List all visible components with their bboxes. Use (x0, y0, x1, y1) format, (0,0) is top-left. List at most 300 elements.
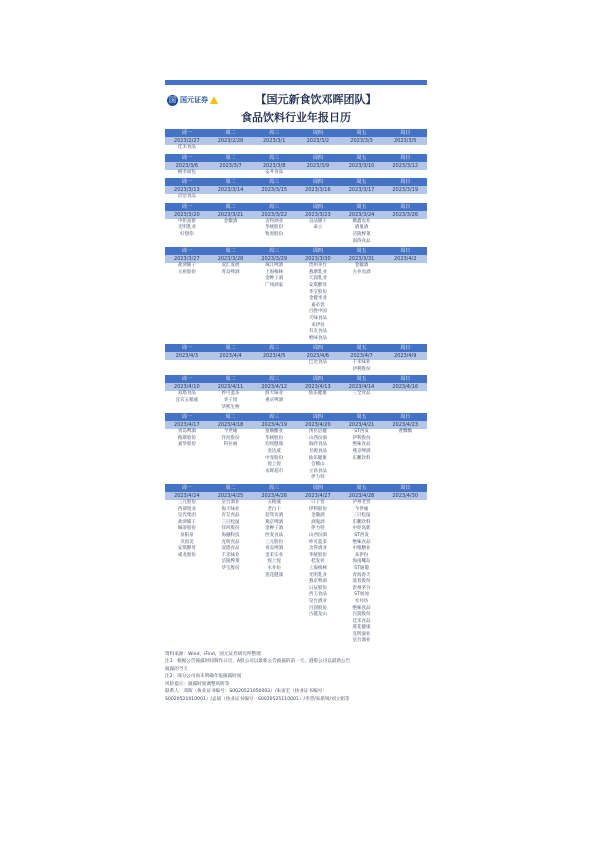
weekday-label: 周四 (312, 345, 323, 352)
weekday-label: 周一 (181, 203, 192, 210)
company-name: 甘源食品 (308, 449, 327, 455)
company-row (165, 194, 427, 201)
date-row (165, 162, 427, 170)
company-name: 老白干 (267, 506, 281, 512)
company-name: 金禾实业 (265, 552, 284, 558)
company-name: 洋河股份 (221, 526, 240, 532)
weekday-label: 周五 (356, 248, 367, 255)
company-name: 李子园 (223, 398, 238, 404)
company-name: 伊利股份 (308, 506, 327, 512)
company-name: 宜宾五粮液 (175, 398, 199, 404)
company-name: 立高食品 (308, 468, 327, 474)
company-name: 天味食品 (308, 315, 327, 321)
company-name: 有友食品 (308, 329, 327, 335)
date-row (165, 137, 427, 145)
day-company-list (340, 360, 384, 373)
day-company-list (165, 170, 209, 177)
weekday-label: 周日 (400, 130, 411, 136)
day-company-list (340, 500, 384, 645)
day-company-list (209, 219, 253, 245)
date-cell: 2023/4/21 (348, 422, 375, 429)
weekday-label: 周三 (269, 376, 280, 383)
date-cell: 2023/4/2 (393, 256, 417, 263)
date-cell: 2023/3/17 (348, 187, 375, 194)
company-name: 海天味业 (265, 391, 284, 397)
weekday-label: 周日 (400, 376, 411, 383)
weekday-header-row (165, 484, 427, 492)
weekday-label: 周一 (181, 154, 192, 161)
weekday-label: 周五 (356, 130, 367, 136)
company-name: 泰立 (313, 225, 323, 231)
date-row (165, 255, 427, 263)
company-name: 上海梅林 (308, 565, 327, 571)
footnote-line: 资料来源：Wind，iFind，国元证券研究所整理 (165, 652, 261, 658)
company-name: 重庆啤酒 (265, 398, 284, 404)
weekday-label: 周四 (312, 376, 323, 383)
day-company-list (383, 391, 427, 411)
company-name: 百润股份 (352, 612, 371, 618)
company-name: 香飘飘 (398, 429, 412, 435)
footnote-line: 注1：根据公告披露时间制作日历，A股公司以最新公告披露的前一天、港股公司以最新公告 (165, 659, 351, 665)
weekday-label: 周五 (356, 485, 367, 491)
footnote-line: S0020521010001）/孟斌（执业证书编号：S0020521110001）/李晋/朱新锐/刘立娟等 (165, 696, 350, 702)
company-name: 均瑶健康 (265, 442, 284, 448)
day-company-list (209, 263, 253, 342)
date-cell: 2023/4/26 (261, 493, 287, 499)
company-name: ST通葡 (354, 565, 369, 571)
company-name: 舍得酒业 (265, 218, 284, 224)
date-cell: 2023/4/28 (348, 493, 375, 499)
date-cell: 2023/2/28 (217, 138, 244, 144)
day-company-list (165, 194, 209, 201)
date-cell: 2023/3/1 (262, 138, 286, 144)
date-cell: 2023/3/5 (393, 138, 417, 144)
company-name: 千禾味业 (221, 552, 240, 558)
date-cell: 2023/3/2 (306, 138, 330, 144)
date-cell: 2023/3/3 (350, 138, 373, 144)
company-name: 路斯股份 (177, 435, 196, 441)
company-name: 华宝股份 (221, 565, 240, 571)
day-company-list (252, 170, 296, 177)
date-cell: 2023/3/8 (262, 162, 286, 169)
day-company-list (209, 429, 253, 482)
company-name: 东鹏饮料 (352, 519, 371, 525)
company-name: 酒鬼酒 (311, 519, 325, 525)
weekday-label: 周四 (312, 203, 323, 210)
date-cell: 2023/3/30 (305, 256, 331, 263)
company-name: 山西汾酒 (308, 532, 327, 538)
company-name: 贵州茅台 (352, 585, 371, 591)
date-cell: 2023/4/16 (392, 384, 419, 391)
day-company-list (165, 360, 209, 373)
day-company-list (165, 391, 209, 411)
weekday-label: 周三 (269, 345, 280, 352)
day-company-list (209, 194, 253, 201)
weekday-label: 周日 (400, 154, 411, 161)
company-name: 酒鬼酒 (354, 225, 369, 231)
company-name: 佳禾食品 (352, 618, 371, 624)
day-company-list (252, 145, 296, 152)
page-subtitle: 食品饮料行业年报日历 (241, 111, 351, 124)
calendar-sheet (165, 80, 427, 703)
day-company-list (340, 219, 384, 245)
week-block (165, 203, 427, 245)
weekday-label: 周五 (356, 203, 367, 210)
company-name: 中炬高新 (177, 218, 196, 224)
date-cell: 2023/4/14 (348, 384, 375, 391)
day-company-list (296, 145, 340, 152)
company-name: 桃李面包 (177, 169, 196, 175)
weekday-header-row (165, 154, 427, 162)
company-name: 桂发祥 (311, 559, 325, 565)
company-name: 贝因美 (180, 539, 194, 545)
weekday-label: 周二 (225, 203, 236, 210)
company-name: 青岛啤酒 (177, 429, 196, 435)
company-name: 顺鑫农业 (352, 218, 371, 224)
day-company-list (209, 170, 253, 177)
company-name: 古井贡酒 (352, 269, 371, 275)
company-name: 盐津铺子 (177, 519, 196, 525)
date-cell: 2023/3/23 (305, 211, 331, 218)
company-name: 今世缘 (354, 506, 369, 512)
company-name: 伊力特 (311, 475, 325, 481)
weekday-label: 周三 (269, 154, 280, 161)
company-name: 三只松鼠 (352, 513, 371, 519)
company-name: 伊利股份 (352, 366, 371, 372)
company-name: 华统股份 (265, 225, 284, 231)
day-company-list (252, 360, 296, 373)
weekday-label: 周四 (312, 130, 323, 136)
company-row (165, 360, 427, 373)
company-name: 双汇发展 (221, 263, 240, 269)
day-company-list (383, 170, 427, 177)
date-cell: 2023/3/15 (261, 187, 287, 194)
company-name: 燕京啤酒 (352, 449, 371, 455)
company-name: 青海春天 (352, 572, 371, 578)
date-cell: 2023/4/25 (217, 493, 244, 499)
company-name: 日辰股份 (308, 585, 327, 591)
company-name: 妙可蓝多 (308, 539, 327, 545)
company-name: 良品铺子 (308, 218, 327, 224)
weekday-label: 周二 (225, 485, 236, 491)
weekday-label: 周三 (269, 414, 280, 421)
day-company-list (340, 429, 384, 482)
day-company-list (252, 429, 296, 482)
date-row (165, 421, 427, 429)
week-block (165, 178, 427, 201)
date-cell: 2023/4/23 (392, 422, 419, 429)
weekday-label: 周日 (400, 179, 411, 186)
company-name: 元祖股份 (177, 269, 196, 275)
day-company-list (296, 194, 340, 201)
footnote-line: 联系人：邓晖（执业证书编号：S0020521050002）/朱寅宏（执业证书编号： (165, 689, 327, 695)
page-title: 【国元新食饮邓晖团队】 (255, 93, 377, 106)
company-row (165, 500, 427, 645)
company-name: 金种子酒 (265, 276, 284, 282)
company-name: 中粮糖业 (352, 546, 371, 552)
company-name: 三只松鼠 (221, 519, 240, 525)
weekday-label: 周日 (400, 248, 411, 255)
company-name: 泸州老窖 (352, 500, 371, 505)
day-company-list (165, 429, 209, 482)
date-cell: 2023/3/26 (392, 211, 419, 218)
company-name: 海融科技 (221, 532, 240, 538)
company-name: 贵州茅台 (308, 263, 327, 269)
weekday-label: 周二 (225, 345, 236, 352)
date-cell: 2023/3/13 (174, 187, 200, 194)
day-company-list (296, 360, 340, 373)
weekday-header-row (165, 375, 427, 383)
company-name: 煌上煌 (267, 559, 281, 565)
company-name: 佩蒂股份 (177, 526, 196, 532)
weekday-label: 周二 (225, 130, 236, 136)
day-company-list (252, 391, 296, 411)
day-company-list (165, 145, 209, 152)
weekday-label: 周三 (269, 130, 280, 136)
company-name: 爱普股份 (352, 579, 371, 585)
company-name: 有友食品 (221, 513, 240, 519)
date-cell: 2023/3/21 (217, 211, 244, 218)
company-name: 东鹏饮料 (352, 455, 371, 461)
weekday-label: 周三 (269, 203, 280, 210)
weekday-label: 周三 (269, 248, 280, 255)
company-name: 海天味业 (221, 506, 240, 512)
day-company-list (296, 429, 340, 482)
weekday-label: 周二 (225, 154, 236, 161)
company-name: 盐津铺子 (177, 263, 196, 269)
company-name: 金达威 (267, 449, 281, 455)
company-name: 迎驾贡酒 (265, 513, 284, 519)
date-cell: 2023/3/22 (261, 211, 287, 218)
company-name: 金徽酒 (354, 263, 369, 269)
week-block (165, 344, 427, 373)
calendar-weeks (165, 129, 427, 645)
day-company-list (383, 360, 427, 373)
day-company-list (296, 263, 340, 342)
weekday-label: 周一 (181, 248, 192, 255)
company-name: 巴比食品 (308, 360, 327, 366)
date-cell: 2023/4/4 (219, 353, 242, 360)
date-cell: 2023/3/28 (217, 256, 244, 263)
company-name: 百润股份 (308, 605, 327, 611)
company-name: 绝味食品 (308, 335, 327, 341)
date-cell: 2023/3/24 (348, 211, 375, 218)
company-name: 金徽酒 (223, 218, 238, 224)
company-name: 燕京啤酒 (308, 579, 327, 585)
logo-emblem-icon: 国 (169, 95, 176, 104)
company-row (165, 263, 427, 342)
weekday-header-row (165, 203, 427, 211)
day-company-list (209, 360, 253, 373)
company-name: 涪陵榨菜 (352, 231, 371, 237)
company-name: 来伊份 (311, 322, 325, 328)
company-name: 水井坊 (267, 565, 281, 571)
company-name: ST西发 (354, 532, 369, 538)
week-block (165, 154, 427, 177)
weekday-label: 周一 (181, 345, 192, 352)
date-cell: 2023/4/7 (350, 353, 373, 360)
company-name: 海欣食品 (308, 442, 327, 448)
week-block (165, 247, 427, 342)
day-company-list (340, 194, 384, 201)
date-cell: 2023/4/10 (174, 384, 200, 391)
weekday-label: 周二 (225, 248, 236, 255)
company-name: 妙可蓝多 (221, 391, 240, 397)
company-name: 会稽山 (311, 462, 325, 468)
date-cell: 2023/4/19 (261, 422, 287, 429)
company-name: 青岛啤酒 (265, 546, 284, 552)
company-name: 百胜中国 (308, 309, 327, 315)
day-company-list (252, 219, 296, 245)
company-name: 华熙生物 (221, 404, 240, 410)
company-name: 洽洽食品 (177, 194, 196, 200)
company-name: 克明面业 (352, 631, 371, 637)
day-company-list (383, 429, 427, 482)
date-row (165, 492, 427, 500)
date-cell: 2023/3/9 (306, 162, 330, 169)
footnote-line: 披露的当天 (165, 666, 188, 672)
day-company-list (252, 500, 296, 645)
date-cell: 2023/3/27 (174, 256, 200, 263)
company-name: 洋河股份 (221, 435, 240, 441)
date-row (165, 352, 427, 360)
company-name: 光明乳业 (177, 225, 196, 231)
week-block (165, 413, 427, 482)
weekday-label: 周五 (356, 376, 367, 383)
week-block (165, 484, 427, 645)
weekday-label: 周日 (400, 414, 411, 421)
company-name: 煌上煌 (267, 462, 281, 468)
company-name: 海南椰岛 (352, 559, 371, 565)
day-company-list (383, 500, 427, 645)
company-name: 伊力特 (311, 526, 325, 532)
company-name: 嘉华股份 (177, 442, 196, 448)
weekday-label: 周日 (400, 203, 411, 210)
company-name: 莲花健康 (265, 572, 284, 578)
company-name: 仙乐健康 (308, 455, 327, 461)
company-name: 中炬高新 (352, 526, 371, 532)
weekday-label: 周五 (356, 414, 367, 421)
company-name: 古越龙山 (308, 612, 327, 618)
company-name: 三全食品 (352, 391, 371, 397)
company-name: 广州酒家 (265, 282, 284, 288)
date-cell: 2023/2/27 (174, 138, 200, 144)
weekday-label: 周一 (181, 414, 192, 421)
company-name: 珠江啤酒 (265, 263, 284, 269)
company-name: 华宝股份 (308, 289, 327, 295)
weekday-label: 周二 (225, 414, 236, 421)
header (165, 85, 427, 127)
company-name: 西部牧业 (177, 506, 196, 512)
weekday-label: 周五 (356, 179, 367, 186)
day-company-list (165, 263, 209, 342)
date-cell: 2023/3/14 (217, 187, 244, 194)
company-name: 皇台酒业 (352, 638, 371, 644)
weekday-label: 周二 (225, 179, 236, 186)
date-cell: 2023/4/18 (217, 422, 244, 429)
weekday-header-row (165, 178, 427, 186)
company-name: 山西汾酒 (308, 435, 327, 441)
company-name: 三元股份 (265, 539, 284, 545)
company-name: 皇台酒业 (221, 500, 240, 505)
date-cell: 2023/4/5 (262, 353, 286, 360)
company-name: 燕京啤酒 (265, 519, 284, 525)
company-name: 上海梅林 (265, 269, 284, 275)
weekday-label: 周三 (269, 485, 280, 491)
weekday-label: 周一 (181, 179, 192, 186)
weekday-label: 周四 (312, 179, 323, 186)
company-name: 华统股份 (308, 552, 327, 558)
weekday-label: 周二 (225, 376, 236, 383)
weekday-label: 周一 (181, 485, 192, 491)
company-row (165, 170, 427, 177)
weekday-label: 周四 (312, 414, 323, 421)
day-company-list (383, 194, 427, 201)
company-name: 科拉丽 (223, 442, 238, 448)
company-name: 南侨食品 (352, 238, 371, 244)
company-name: 佳禾食品 (177, 145, 196, 150)
weekday-label: 周一 (181, 376, 192, 383)
company-name: 华统股份 (265, 435, 284, 441)
day-company-list (209, 500, 253, 645)
company-name: 永辉超市 (265, 468, 284, 474)
company-name: 舍得酒业 (308, 546, 327, 552)
company-row (165, 429, 427, 482)
date-cell: 2023/4/17 (174, 422, 200, 429)
date-cell: 2023/4/9 (393, 353, 417, 360)
company-name: 双塔食品 (177, 391, 196, 397)
day-company-list (340, 391, 384, 411)
day-company-list (165, 500, 209, 645)
company-name: 安琪酵母 (177, 546, 196, 552)
company-name: 天润乳业 (308, 276, 327, 282)
weekday-label: 周三 (269, 179, 280, 186)
company-name: 绝味食品 (352, 539, 371, 545)
company-name: 牧原股份 (265, 231, 284, 237)
company-name: 安琪酵母 (308, 282, 327, 288)
company-name: 西王食品 (308, 592, 327, 598)
footnote-line: 注2：部分公司尚未明确年报披露时间 (165, 674, 242, 680)
company-name: 西麦食品 (265, 532, 284, 538)
footnotes (165, 651, 427, 703)
date-cell: 2023/3/12 (392, 162, 419, 169)
company-name: ST加加 (354, 592, 369, 598)
day-company-list (165, 219, 209, 245)
day-company-list (296, 500, 340, 645)
date-cell: 2023/3/31 (348, 256, 375, 263)
date-cell: 2023/4/3 (175, 353, 199, 360)
date-cell: 2023/4/24 (174, 493, 200, 499)
weekday-header-row (165, 247, 427, 255)
company-name: 光明乳业 (308, 572, 327, 578)
company-name: 来伊份 (354, 552, 369, 558)
date-cell: 2023/3/20 (174, 211, 200, 218)
date-row (165, 186, 427, 194)
weekday-label: 周五 (356, 154, 367, 161)
day-company-list (340, 170, 384, 177)
weekday-label: 周一 (181, 130, 192, 136)
company-row (165, 391, 427, 411)
date-cell: 2023/3/19 (392, 187, 419, 194)
day-company-list (296, 391, 340, 411)
company-name: 千禾味业 (352, 360, 371, 366)
company-name: 泉阳泉 (180, 532, 194, 538)
day-company-list (252, 263, 296, 342)
weekday-label: 周四 (312, 154, 323, 161)
footnote-line: 风险提示：披露时间调整风险等 (165, 681, 230, 687)
company-name: 绝味食品 (352, 442, 371, 448)
day-company-list (209, 391, 253, 411)
